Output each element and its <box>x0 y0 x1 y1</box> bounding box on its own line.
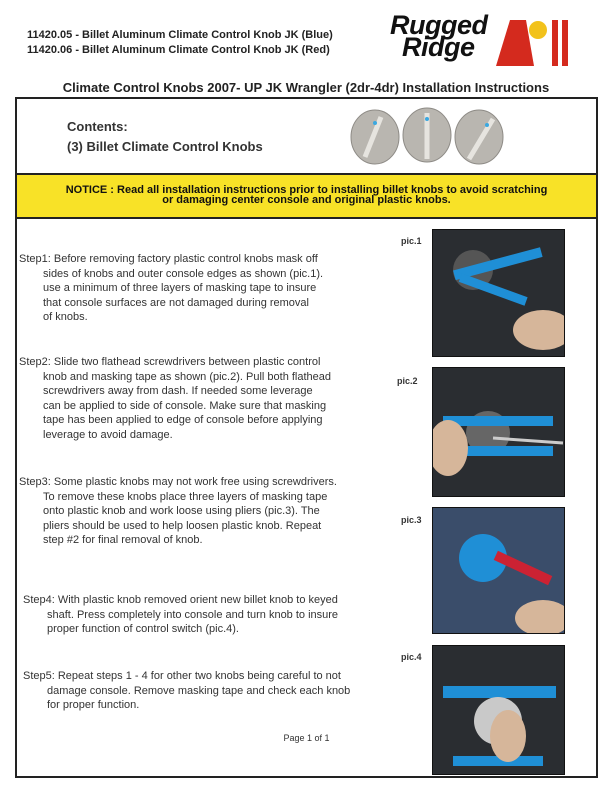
logo-word-1: Rugged <box>390 10 488 40</box>
step-line: Step2: Slide two flathead screwdrivers between plastic control <box>19 356 321 368</box>
step-line: tape has been applied to edge of console before applying <box>43 414 323 426</box>
page-number: Page 1 of 1 <box>283 733 330 743</box>
logo-graphic-icon <box>496 14 576 66</box>
step-line: that console surfaces are not damaged during removal <box>43 296 309 309</box>
step-line: proper function of control switch (pic.4). <box>47 623 239 635</box>
step-line: screwdrivers away from dash. If needed some leverage <box>43 385 313 397</box>
step-line: can be applied to side of console. Make sure that masking <box>43 399 327 412</box>
notice-line-1: NOTICE : Read all installation instructions prior to installing billet knobs to avoid scratching <box>65 184 548 196</box>
step-2 <box>19 355 331 442</box>
logo-word-2: Ridge <box>402 32 475 62</box>
step-5 <box>23 669 350 713</box>
step-line: Step4: With plastic knob removed orient new billet knob to keyed <box>23 594 338 606</box>
pic-4-photo <box>432 645 565 775</box>
step-line: of knobs. <box>43 311 88 323</box>
step-line: Step1: Before removing factory plastic control knobs mask off <box>19 253 318 265</box>
page-title: Climate Control Knobs 2007- UP JK Wrangler (2dr-4dr) Installation Instructions <box>62 80 550 95</box>
step-line: To remove these knobs place three layers of masking tape <box>43 490 328 503</box>
part-number-blue: 11420.05 - Billet Aluminum Climate Control Knob JK (Blue) <box>27 29 333 41</box>
step-1 <box>19 252 323 325</box>
step-line: for proper function. <box>47 699 140 711</box>
pic-3-photo <box>432 507 565 634</box>
step-line: Step5: Repeat steps 1 - 4 for other two knobs being careful to not <box>23 670 341 682</box>
pic-1-photo <box>432 229 565 357</box>
rugged-ridge-logo <box>388 10 584 66</box>
step-line: use a minimum of three layers of masking tape to insure <box>43 282 317 294</box>
billet-knobs-image <box>347 107 507 167</box>
step-line: knob and masking tape as shown (pic.2). Pull both flathead <box>43 370 332 383</box>
pic-1-label: pic.1 <box>401 236 422 246</box>
pic-4-label: pic.4 <box>401 652 422 662</box>
step-line: Step3: Some plastic knobs may not work free using screwdrivers. <box>19 476 337 488</box>
step-line: onto plastic knob and work loose using pliers (pic.3). The <box>43 505 320 517</box>
notice-line-2: or damaging center console and original plastic knobs. <box>162 194 451 206</box>
instructions-frame <box>15 97 598 778</box>
contents-heading: Contents: <box>67 119 128 134</box>
step-line: pliers should be used to help loosen plastic knob. Repeat <box>43 519 322 532</box>
step-line: shaft. Press completely into console and turn knob to insure <box>47 608 339 621</box>
part-number-red: 11420.06 - Billet Aluminum Climate Control Knob JK (Red) <box>27 44 330 56</box>
step-line: sides of knobs and outer console edges as shown (pic.1). <box>43 267 324 280</box>
notice-banner <box>17 175 596 219</box>
step-line: step #2 for final removal of knob. <box>43 534 203 546</box>
step-line: leverage to avoid damage. <box>43 428 173 441</box>
contents-item: (3) Billet Climate Control Knobs <box>67 139 263 154</box>
pic-2-photo <box>432 367 565 497</box>
pic-3-label: pic.3 <box>401 515 422 525</box>
step-line: damage console. Remove masking tape and check each knob <box>47 684 351 697</box>
step-3 <box>19 475 337 548</box>
pic-2-label: pic.2 <box>397 376 418 386</box>
contents-section <box>17 99 596 175</box>
step-4 <box>23 593 338 637</box>
